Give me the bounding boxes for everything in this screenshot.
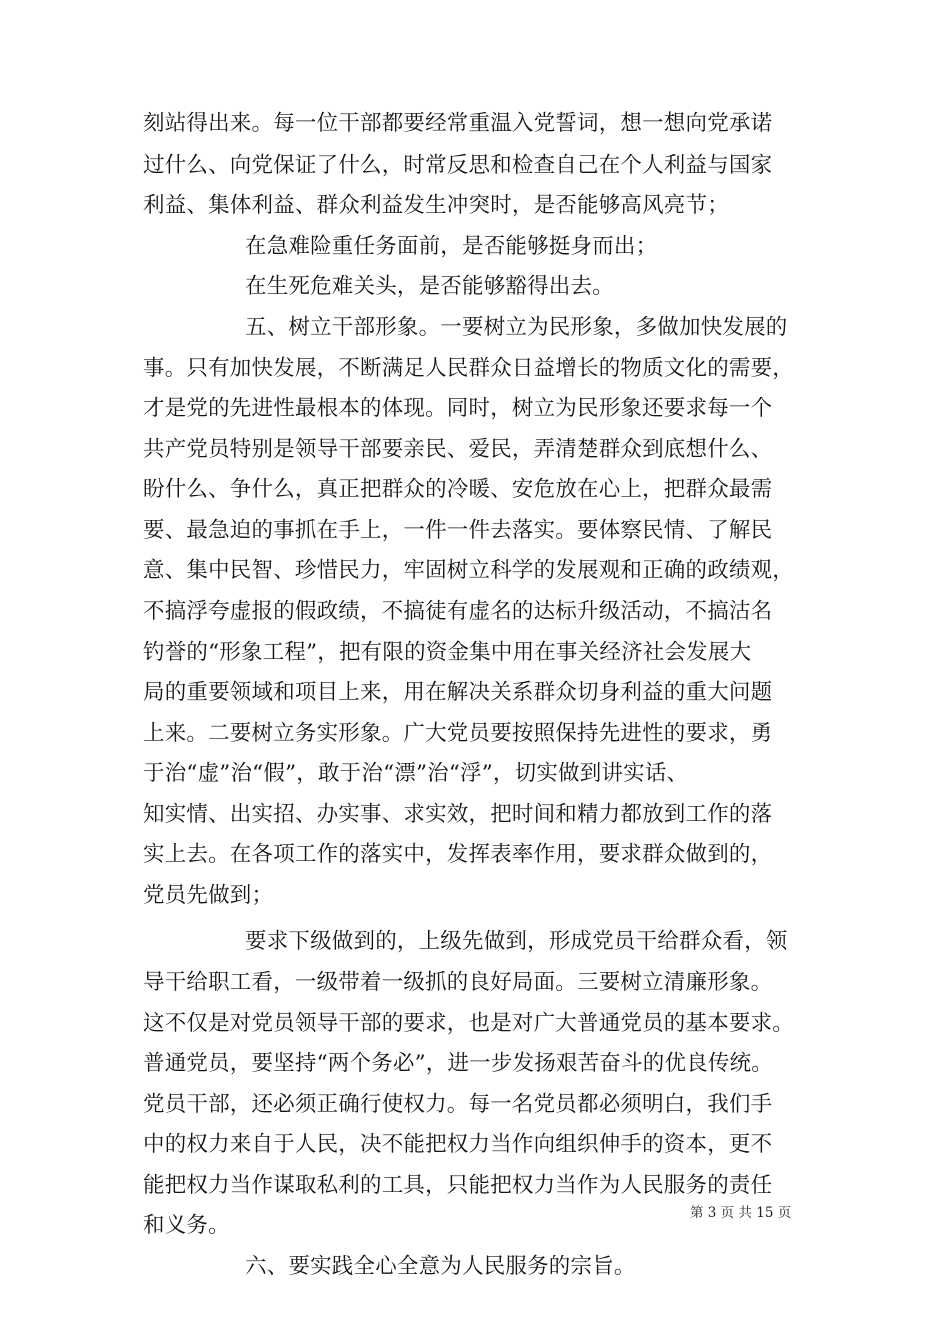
text-line: 局的重要领域和项目上来，用在解决关系群众切身利益的重大问题 (143, 680, 773, 705)
text-line: 在急难险重任务面前，是否能够挺身而出； (245, 234, 658, 259)
text-line: 党员先做到； (143, 883, 274, 908)
text-line: 盼什么、争什么，真正把群众的冷暖、安危放在心上，把群众最需 (143, 477, 773, 502)
text-line: 六、要实践全心全意为人民服务的宗旨。 (245, 1254, 636, 1279)
text-line: 意、集中民智、珍惜民力，牢固树立科学的发展观和正确的政绩观， (143, 558, 795, 583)
text-line: 五、树立干部形象。一要树立为民形象，多做加快发展的 (245, 315, 788, 340)
text-line: 实上去。在各项工作的落实中，发挥表率作用，要求群众做到的， (143, 842, 773, 867)
text-line: 中的权力来自于人民，决不能把权力当作向组织伸手的资本，更不 (143, 1132, 773, 1157)
text-line: 于治“虚”治“假”，敢于治“漂”治“浮”，切实做到讲实话、 (143, 761, 689, 786)
text-line: 钓誉的“形象工程”，把有限的资金集中用在事关经济社会发展大 (143, 640, 752, 665)
text-line: 事。只有加快发展，不断满足人民群众日益增长的物质文化的需要， (143, 356, 795, 381)
text-line: 上来。二要树立务实形象。广大党员要按照保持先进性的要求，勇 (143, 721, 773, 746)
page-number-footer: 第 3 页 共 15 页 (690, 1205, 792, 1221)
text-line: 才是党的先进性最根本的体现。同时，树立为民形象还要求每一个 (143, 396, 773, 421)
text-line: 过什么、向党保证了什么，时常反思和检查自己在个人利益与国家 (143, 153, 773, 178)
text-line: 不搞浮夸虚报的假政绩，不搞徒有虚名的达标升级活动，不搞沽名 (143, 599, 773, 624)
text-line: 和义务。 (143, 1213, 230, 1238)
text-line: 普通党员，要坚持“两个务必”，进一步发扬艰苦奋斗的优良传统。 (143, 1051, 773, 1076)
text-line: 共产党员特别是领导干部要亲民、爱民，弄清楚群众到底想什么、 (143, 437, 773, 462)
text-line: 党员干部，还必须正确行使权力。每一名党员都必须明白，我们手 (143, 1092, 773, 1117)
text-line: 要求下级做到的，上级先做到，形成党员干给群众看，领 (245, 929, 788, 954)
text-line: 要、最急迫的事抓在手上，一件一件去落实。要体察民情、了解民 (143, 518, 773, 543)
text-line: 在生死危难关头，是否能够豁得出去。 (245, 274, 614, 299)
text-line: 知实情、出实招、办实事、求实效，把时间和精力都放到工作的落 (143, 802, 773, 827)
text-line: 利益、集体利益、群众利益发生冲突时，是否能够高风亮节； (143, 193, 729, 218)
text-line: 导干给职工看，一级带着一级抓的良好局面。三要树立清廉形象。 (143, 970, 773, 995)
text-line: 刻站得出来。每一位干部都要经常重温入党誓词，想一想向党承诺 (143, 111, 773, 136)
text-line: 能把权力当作谋取私利的工具，只能把权力当作为人民服务的责任 (143, 1173, 773, 1198)
text-line: 这不仅是对党员领导干部的要求，也是对广大普通党员的基本要求。 (143, 1011, 795, 1036)
